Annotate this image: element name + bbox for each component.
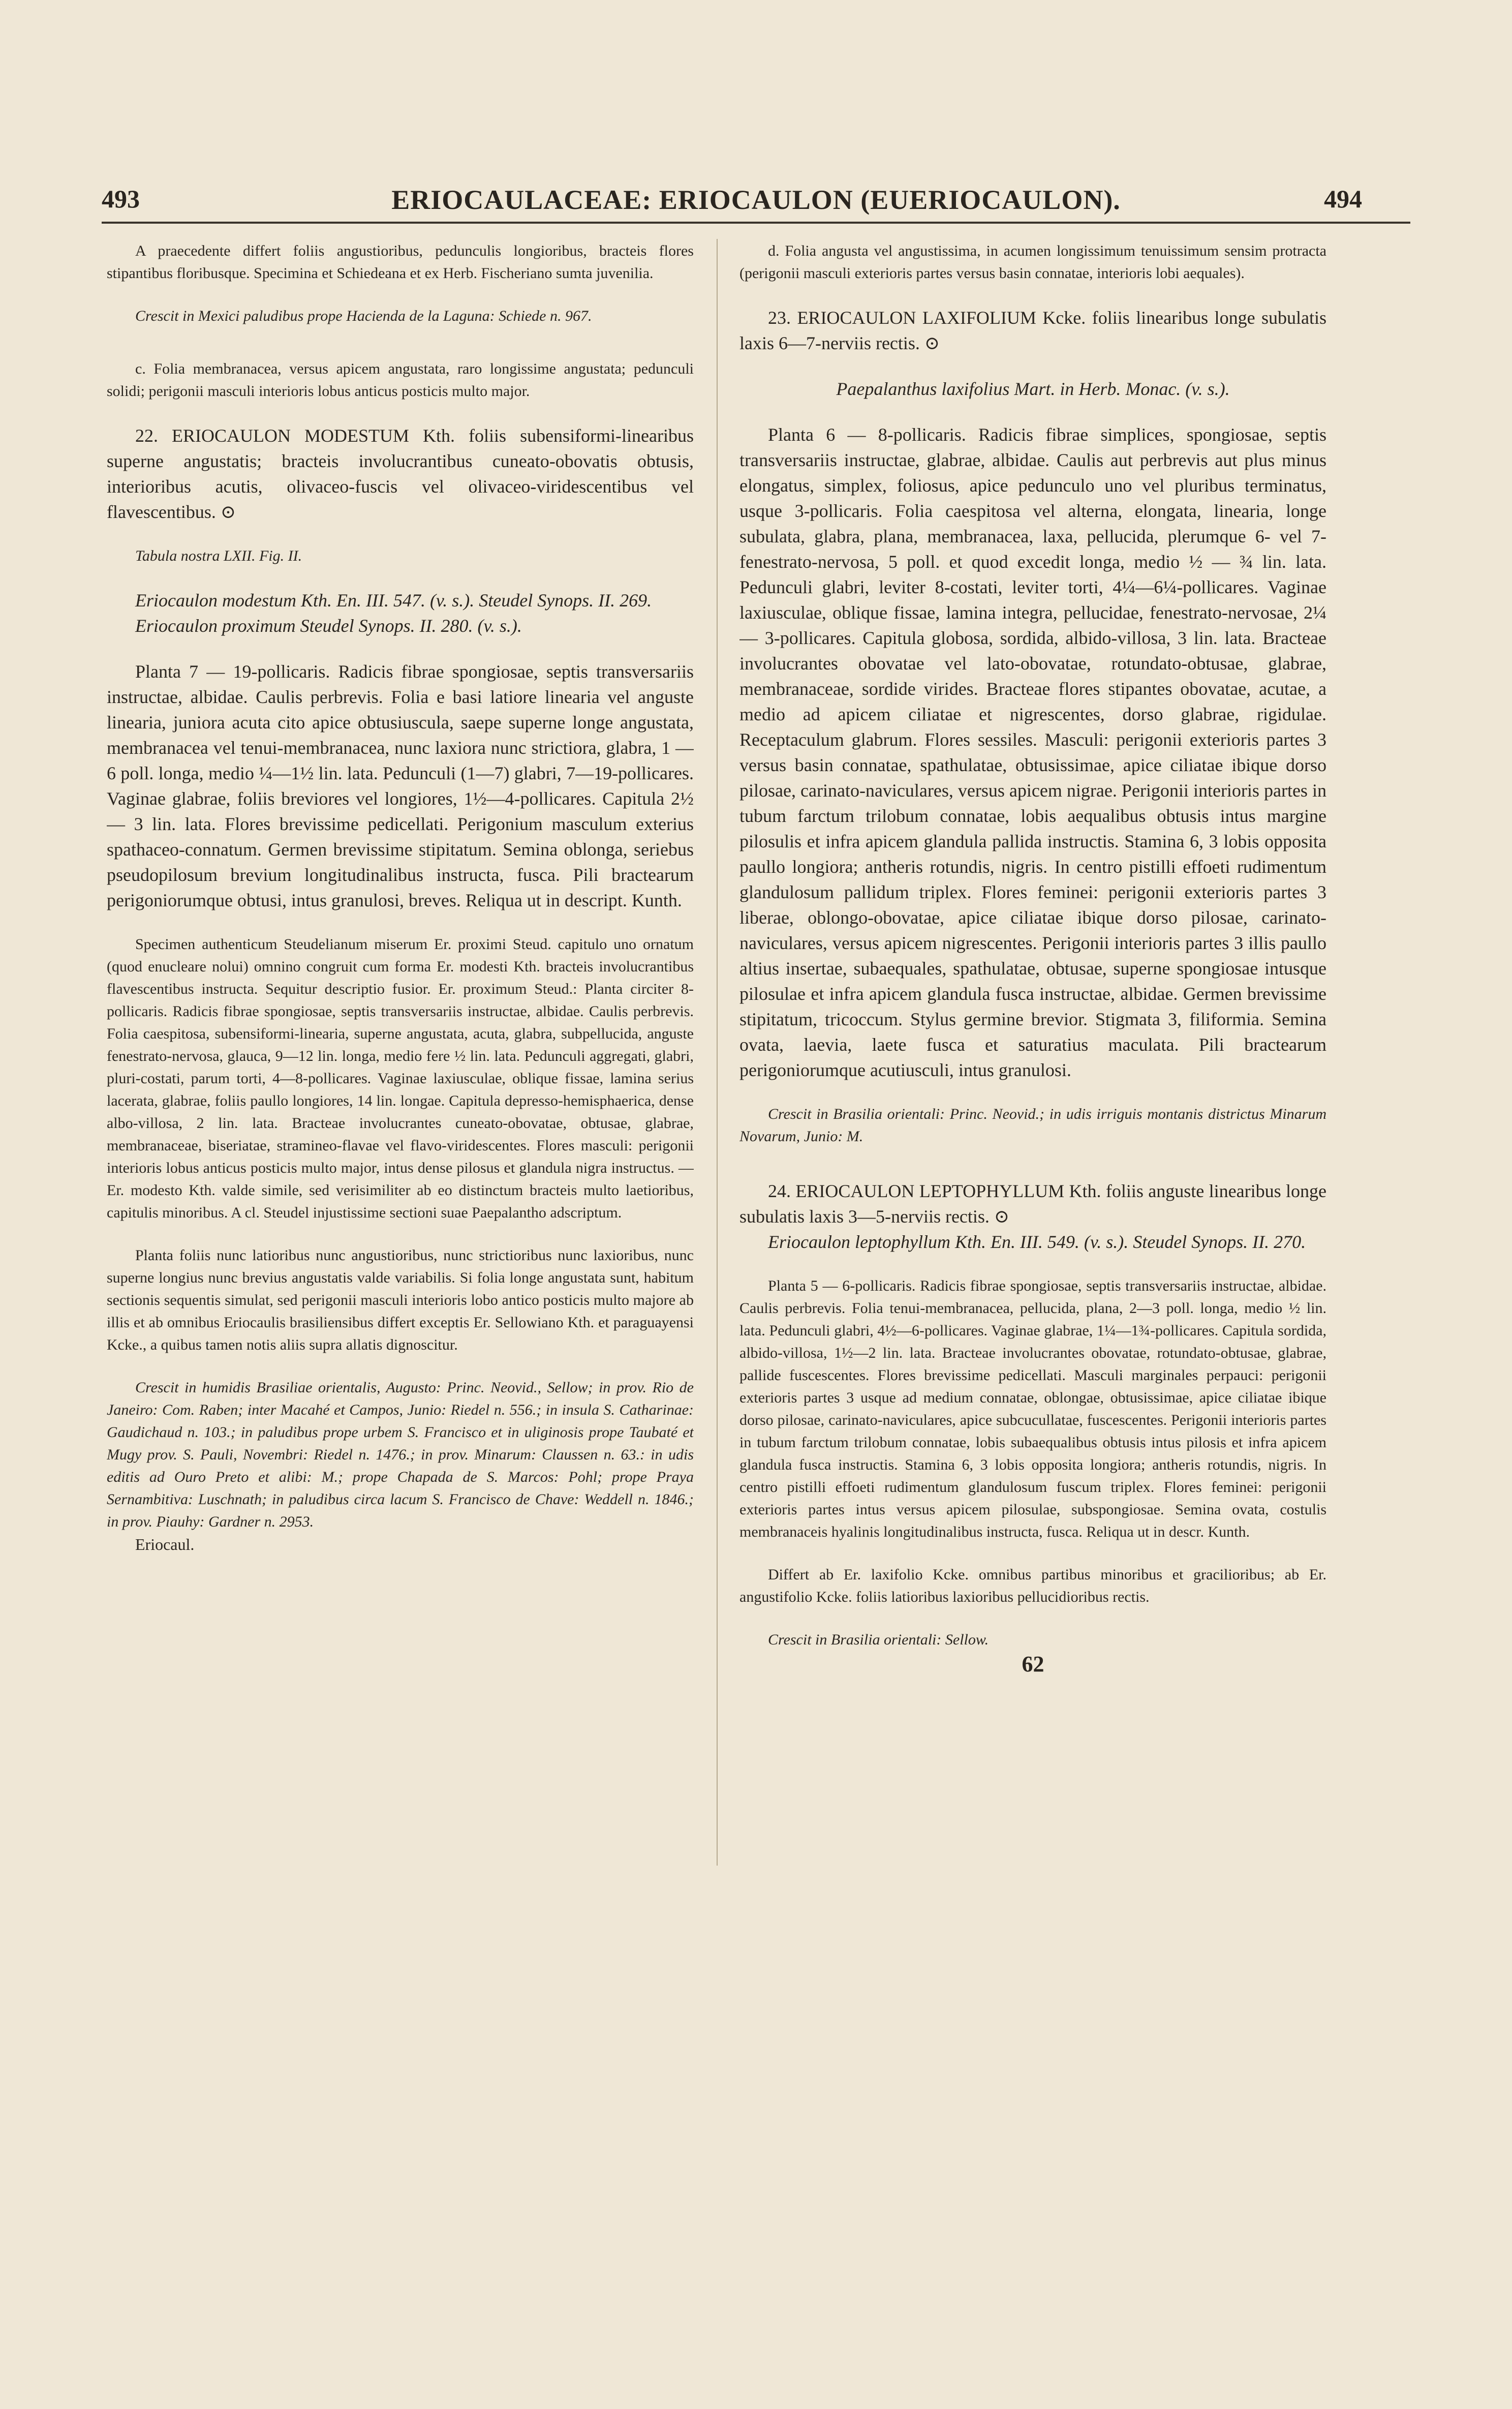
note-paragraph: Specimen authenticum Steudelianum miserum Er. proximi Steud. capitulo uno ornatum (quod enucleare nolui) omnino congruit cum forma Er. modesti Kth. bracteis involucrantibus flavescentibus instructa. Sequitur descriptio fusior. Er. proximum Steud.: Planta circiter 8-pollicaris. Radicis fibrae spongiosae, septis transversariis instructae, albidae. Caulis perbrevis. Folia caespitosa, subensiformi-linearia, superne angustata, acuta, glabra, subpellucida, anguste fenestrato-nervosa, glauca, 9—12 lin. longa, medio fere ½ lin. lata. Pedunculi aggregati, glabri, pluri-costati, parum torti, 4—8-pollicares. Vaginae laxiusculae, oblique fissae, lamina serius lacerata, glabrae, foliis paullo longiores, 14 lin. longae. Capitula depresso-hemisphaerica, dense albo-villosa, 2 lin. lata. Bracteae involucrantes cuneato-obovatae, obtusae, glabrae, membranaceae, biseriatae, stramineo-flavae vel flavo-viridescentes. Flores masculi: perigonii interioris lobus anticus posticis multo major, intus dense pilosus et glandula nigra instructus. — Er. modesto Kth. valde simile, sed verisimiliter ab eo distinctum bracteis multo laetioribus, capitulis minoribus. A cl. Steudel injustissime sectioni suae Paepalantho adscriptum.: [107, 936, 694, 1221]
note-paragraph: Differt ab Er. laxifolio Kcke. omnibus partibus minoribus et gracilioribus; ab Er. angustifolio Kcke. foliis latioribus laxioribus pellucidioribus rectis.: [739, 1566, 1326, 1605]
synonym: Paepalanthus laxifolius Mart. in Herb. Monac. (v. s.).: [836, 379, 1230, 399]
paragraph: A praecedente differt foliis angustioribus, pedunculis longioribus, bracteis flores stipantibus floribusque. Specimina et Schiedeana et ex Herb. Fischeriano sumta juvenilia.: [107, 242, 694, 282]
catchword: Eriocaul.: [135, 1535, 195, 1553]
habitat-paragraph: Crescit in Mexici paludibus prope Hacienda de la Laguna: Schiede n. 967.: [135, 308, 592, 324]
right-column: [739, 240, 1326, 2172]
description: Planta 5 — 6-pollicaris. Radicis fibrae spongiosae, septis transversariis instructae, albidae. Caulis perbrevis. Folia tenui-membranacea, pellucida, plana, 2—3 poll. longa, medio ½ lin. lata. Pedunculi glabri, 4½—6-pollicares. Vaginae glabrae, 1¼—1¾-pollicares. Capitula sordida, albido-villosa, 1½—2 lin. lata. Bracteae involucrantes obovatae, rotundato-obtusae, glabrae, pallide fuscescentes. Flores brevissime pedicellati. Masculi marginales perpauci: perigonii exterioris partes 3 usque ad medium connatae, oblongae, obtusissimae, apice ciliatae ibique dorso pilosae, carinato-naviculares, apice subcucullatae, fuscescentes. Perigonii interioris partes in tubum farctum trilobum connatae, lobis subaequalibus obtusis intus pilosis et infra apicem glandula fusca instructis. Stamina 6, 3 lobis opposita longiora; antheris rotundis, nigris. In centro pistilli effoeti rudimentum glandulosum fuscum triplex. Flores feminei: perigonii exterioris partes intus versus apicem pilosulae, subspongiosae. Semina ovata, costulis membranaceis hyalinis longitudinalibus instructa, fusca. Reliqua ut in descr. Kunth.: [739, 1277, 1326, 1540]
left-page-number: 493: [102, 185, 140, 213]
description: Planta 7 — 19-pollicaris. Radicis fibrae spongiosae, septis transversariis instructae, albidae. Caulis perbrevis. Folia e basi latiore linearia vel anguste linearia, juniora acuta cito apice obtusiuscula, saepe superne longe angustata, membranacea vel tenui-membranacea, nunc laxiora nunc strictiora, glabra, 1 — 6 poll. longa, medio ¼—1½ lin. lata. Pedunculi (1—7) glabri, 7—19-pollicares. Vaginae glabrae, foliis breviores vel longiores, 1½—4-pollicares. Capitula 2½ — 3 lin. lata. Flores brevissime pedicellati. Perigonium masculum exterius spathaceo-connatum. Germen brevissime stipitatum. Semina oblonga, seriebus pseudopilosum brevium longitudinalibus instructa, fusca. Pili bractearum perigoniorumque obtusi, intus granulosi, breves. Reliqua ut in descript. Kunth.: [107, 661, 694, 910]
habitat-paragraph: Crescit in humidis Brasiliae orientalis, Augusto: Princ. Neovid., Sellow; in prov. Rio de Janeiro: Com. Raben; inter Macahé et Campos, Junio: Riedel n. 556.; in insula S. Catharinae: Gaudichaud n. 103.; in paludibus prope urbem S. Francisco et in uliginosis prope Taubaté et Mugy prov. S. Pauli, Novembri: Riedel n. 1476.; in prov. Minarum: Claussen n. 63.: in udis editis ad Ouro Preto et alibi: M.; prope Chapada de S. Marcos: Pohl; prope Praya Sernambitiva: Luschnath; in paludibus circa lacum S. Francisco de Chave: Weddell n. 1846.; in prov. Piauhy: Gardner n. 2953.: [107, 1379, 694, 1530]
species-heading-22: 22. ERIOCAULON MODESTUM Kth. foliis subensiformi-linearibus superne angustatis; bracteis involucrantibus cuneato-obovatis obtusis, interioribus acutis, olivaceo-fuscis vel olivaceo-viridescentibus vel flavescentibus. ⊙: [107, 425, 694, 522]
signature-mark: 62: [1022, 1652, 1044, 1676]
section-key: d. Folia angusta vel angustissima, in acumen longissimum tenuissimum sensim protracta (perigonii masculi exterioris partes versus basin connatae, interioris lobi aequales).: [739, 242, 1326, 282]
running-header: [0, 184, 1512, 225]
synonym: Eriocaulon modestum Kth. En. III. 547. (v. s.). Steudel Synops. II. 269.: [135, 590, 652, 611]
note-paragraph: Planta foliis nunc latioribus nunc angustioribus, nunc strictioribus nunc laxioribus, nunc superne longius nunc brevius angustatis valde variabilis. Si folia longe angustata sunt, habitum sectionis sequentis simulat, sed perigonii masculi interioris lobo antico posticis multo majore ab illis et ab omnibus Eriocaulis brasiliensibus differt exceptis Er. Sellowiano Kth. et paraguayensi Kcke., a quibus tamen notis aliis supra allatis dignoscitur.: [107, 1247, 694, 1353]
right-page-number: 494: [1324, 185, 1362, 213]
column-divider: [717, 239, 718, 1866]
species-heading-24: 24. ERIOCAULON LEPTOPHYLLUM Kth. foliis anguste linearibus longe subulatis laxis 3—5-nerviis rectis. ⊙: [739, 1181, 1326, 1227]
synonym: Eriocaulon leptophyllum Kth. En. III. 549. (v. s.). Steudel Synops. II. 270.: [768, 1232, 1306, 1252]
habitat-paragraph: Crescit in Brasilia orientali: Princ. Neovid.; in udis irriguis montanis districtus Minarum Novarum, Junio: M.: [739, 1106, 1326, 1145]
synonym: Eriocaulon proximum Steudel Synops. II. 280. (v. s.).: [135, 616, 522, 636]
section-key: c. Folia membranacea, versus apicem angustata, raro longissime angustata; pedunculi solidi; perigonii masculi interioris lobus anticus posticis multo major.: [107, 360, 694, 400]
description: Planta 6 — 8-pollicaris. Radicis fibrae simplices, spongiosae, septis transversariis instructae, glabrae, albidae. Caulis aut perbrevis aut plus minus elongatus, simplex, foliosus, apice pedunculo uno vel pluribus terminatus, usque 3-pollicaris. Folia caespitosa vel alterna, elongata, linearia, longe subulata, glabra, plana, membranacea, laxa, pellucida, plerumque 6- vel 7-fenestrato-nervosa, 5 poll. et quod excedit longa, medio ½ — ¾ lin. lata. Pedunculi glabri, leviter 8-costati, leviter torti, 4¼—6¼-pollicares. Vaginae laxiusculae, oblique fissae, lamina integra, pellucidae, fenestrato-nervosae, 2¼ — 3-pollicares. Capitula globosa, sordida, albido-villosa, 3 lin. lata. Bracteae involucrantes obovatae vel lato-obovatae, rotundato-obtusae, glabrae, membranaceae, sordide virides. Bracteae flores stipantes obovatae, acutae, a medio ad apicem ciliatae et nigrescentes, dorso glabrae, rigidulae. Receptaculum glabrum. Flores sessiles. Masculi: perigonii exterioris partes 3 versus basin connatae, spathulatae, obtusissimae, apice ciliatae ibique dorso pilosae, carinato-naviculares, versus apicem nigrae. Perigonii interioris partes in tubum farctum trilobum connatae, lobis aequalibus obtusis intus margine pilosulis et infra apicem glandula pallida instructis. Stamina 6, 3 lobis opposita paullo longiora; antheris rotundis, nigris. In centro pistilli effoeti rudimentum glandulosum pallidum triplex. Flores feminei: perigonii exterioris partes 3 liberae, oblongo-obovatae, apice ciliatae ibique dorso pilosae, carinato-naviculares, versus apicem nigrescentes. Perigonii interioris partes 3 illis paullo altius insertae, subaequales, spathulatae, obtusae, superne spongiosae intusque pilosulae et infra apicem glandula fusca instructae, albidae. Germen brevissime stipitatum, tricoccum. Stylus germine brevior. Stigmata 3, filiformia. Semina ovata, laevia, laete fusca et saturatius maculata. Pili bractearum perigoniorumque acutiusculi, intus granulosi.: [739, 424, 1326, 1080]
plate-reference: Tabula nostra LXII. Fig. II.: [135, 547, 302, 564]
running-title: ERIOCAULACEAE: ERIOCAULON (EUERIOCAULON).: [391, 185, 1121, 215]
left-column: [107, 240, 694, 2172]
habitat-paragraph: Crescit in Brasilia orientali: Sellow.: [768, 1631, 989, 1648]
header-rule: [102, 222, 1410, 224]
species-heading-23: 23. ERIOCAULON LAXIFOLIUM Kcke. foliis linearibus longe subulatis laxis 6—7-nerviis rectis. ⊙: [739, 308, 1326, 353]
